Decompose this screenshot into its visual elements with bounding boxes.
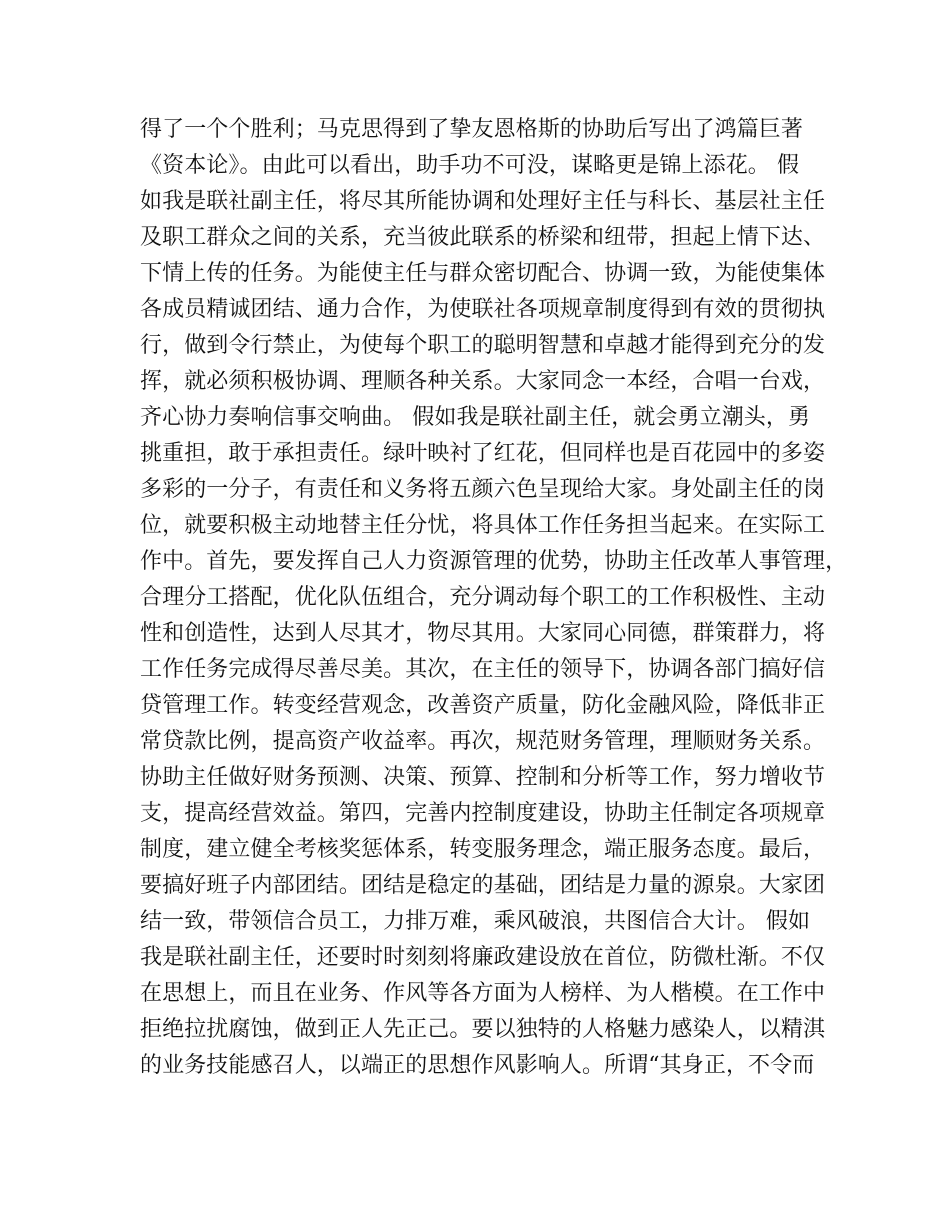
text-line: 挑重担，敢于承担责任。绿叶映衬了红花，但同样也是百花园中的多姿 [140,441,826,466]
text-line: 要搞好班子内部团结。团结是稳定的基础，团结是力量的源泉。大家团 [140,873,826,898]
text-line: 贷管理工作。转变经营观念，改善资产质量，防化金融风险，降低非正 [140,693,826,718]
body-text [140,112,848,1084]
text-line: 得了一个个胜利；马克思得到了挚友恩格斯的协助后写出了鸿篇巨著 [140,117,804,142]
text-line: 合理分工搭配，优化队伍组合，充分调动每个职工的工作积极性、主动 [140,585,826,610]
text-line: 我是联社副主任，还要时时刻刻将廉政建设放在首位，防微杜渐。不仅 [140,945,826,970]
text-line: 的业务技能感召人，以端正的思想作风影响人。所谓“其身正，不令而 [140,1053,815,1078]
text-line: 拒绝拉扰腐蚀，做到正人先正己。要以独特的人格魅力感染人，以精淇 [140,1017,826,1042]
text-line: 常贷款比例，提高资产收益率。再次，规范财务管理，理顺财务关系。 [140,729,826,754]
text-line: 作中。首先，要发挥自己人力资源管理的优势，协助主任改革人事管理， [140,549,848,574]
text-line: 结一致，带领信合员工，力排万难，乘风破浪，共图信合大计。 假如 [140,909,811,934]
text-line: 下情上传的任务。为能使主任与群众密切配合、协调一致，为能使集体 [140,261,826,286]
text-line: 工作任务完成得尽善尽美。其次，在主任的领导下，协调各部门搞好信 [140,657,826,682]
text-line: 多彩的一分子，有责任和义务将五颜六色呈现给大家。身处副主任的岗 [140,477,826,502]
text-line: 在思想上，而且在业务、作风等各方面为人榜样、为人楷模。在工作中 [140,981,826,1006]
text-line: 及职工群众之间的关系，充当彼此联系的桥梁和纽带，担起上情下达、 [140,225,826,250]
text-line: 《资本论》。由此可以看出，助手功不可没，谋略更是锦上添花。 假 [140,153,800,178]
text-line: 各成员精诚团结、通力合作，为使联社各项规章制度得到有效的贯彻执 [140,297,826,322]
text-line: 齐心协力奏响信事交响曲。 假如我是联社副主任，就会勇立潮头，勇 [140,405,811,430]
text-line: 协助主任做好财务预测、决策、预算、控制和分析等工作，努力增收节 [140,765,826,790]
text-line: 行，做到令行禁止，为使每个职工的聪明智慧和卓越才能得到充分的发 [140,333,826,358]
text-line: 制度，建立健全考核奖惩体系，转变服务理念，端正服务态度。最后， [140,837,826,862]
text-line: 位，就要积极主动地替主任分忧，将具体工作任务担当起来。在实际工 [140,513,826,538]
text-line: 如我是联社副主任，将尽其所能协调和处理好主任与科长、基层社主任 [140,189,826,214]
text-line: 支，提高经营效益。第四，完善内控制度建设，协助主任制定各项规章 [140,801,826,826]
text-line: 性和创造性，达到人尽其才，物尽其用。大家同心同德，群策群力，将 [140,621,826,646]
text-line: 挥，就必须积极协调、理顺各种关系。大家同念一本经，合唱一台戏， [140,369,826,394]
